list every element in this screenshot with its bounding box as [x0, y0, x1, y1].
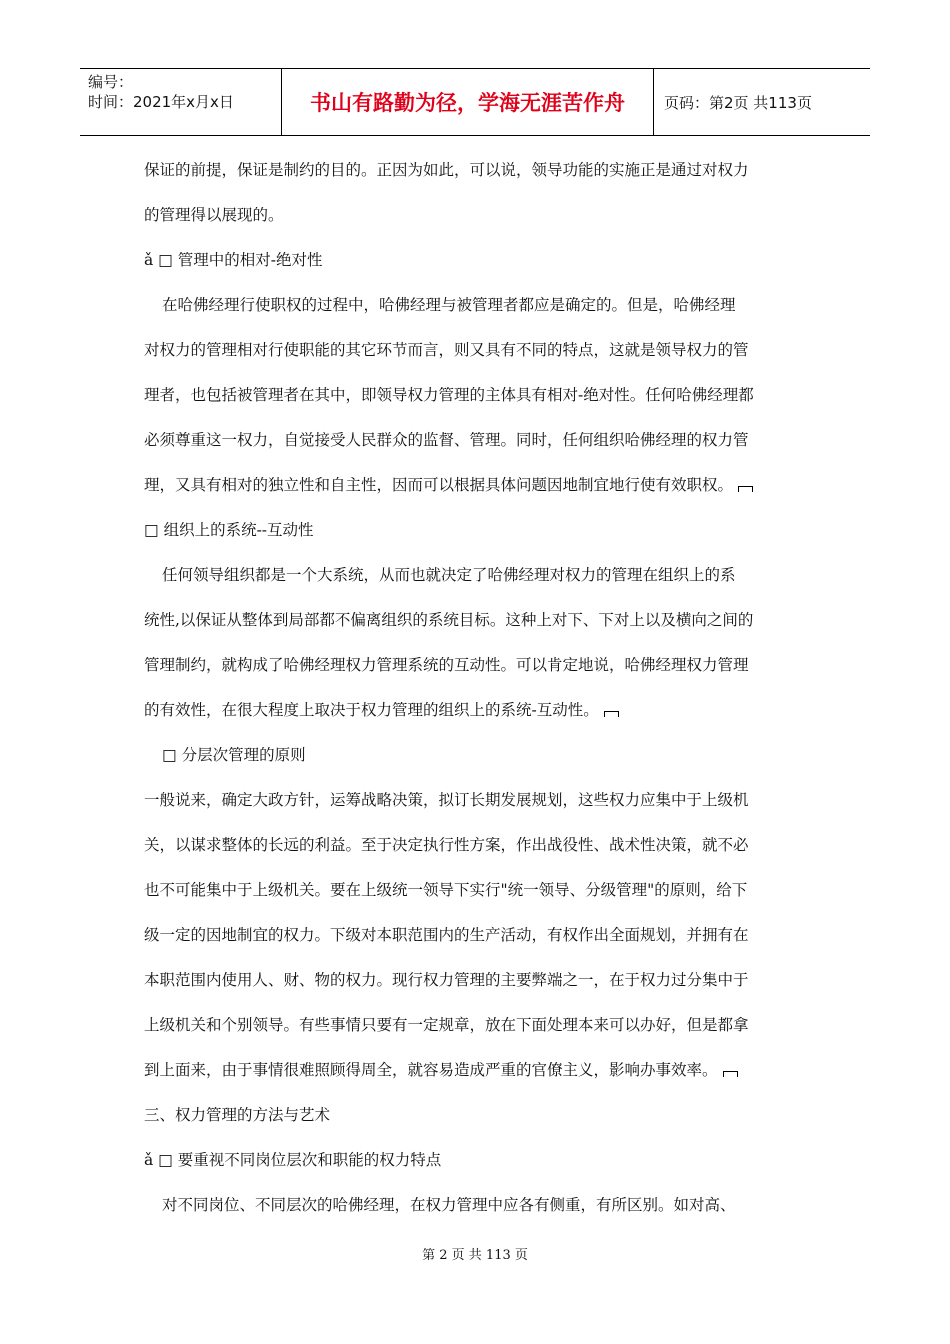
- paragraph-end-mark: [738, 486, 753, 492]
- text-line: 级一定的因地制宜的权力。下级对本职范围内的生产活动，有权作出全面规划，并拥有在: [144, 926, 749, 944]
- text-line: 在哈佛经理行使职权的过程中，哈佛经理与被管理者都应是确定的。但是，哈佛经理: [162, 296, 736, 314]
- text-line: 保证的前提，保证是制约的目的。正因为如此，可以说，领导功能的实施正是通过对权力: [144, 161, 749, 179]
- section-heading: □ 组织上的系统--互动性: [144, 521, 314, 539]
- text-line: 对不同岗位、不同层次的哈佛经理，在权力管理中应各有侧重，有所区别。如对高、: [162, 1196, 736, 1214]
- text-line: 管理制约，就构成了哈佛经理权力管理系统的互动性。可以肯定地说，哈佛经理权力管理: [144, 656, 749, 674]
- text-line: 本职范围内使用人、财、物的权力。现行权力管理的主要弊端之一，在于权力过分集中于: [144, 971, 749, 989]
- text-line-content: 理，又具有相对的独立性和自主性，因而可以根据具体问题因地制宜地行使有效职权。: [144, 476, 734, 494]
- text-line: [144, 695, 809, 740]
- document-body: [144, 155, 809, 1235]
- text-line-content: 到上面来，由于事情很难照顾得周全，就容易造成严重的官僚主义，影响办事效率。: [144, 1061, 718, 1079]
- section-heading: 三、权力管理的方法与艺术: [144, 1106, 331, 1124]
- header-left-cell: [80, 69, 282, 135]
- paragraph-end-mark: [604, 711, 619, 717]
- text-line: 关，以谋求整体的长远的利益。至于决定执行性方案，作出战役性、战术性决策，就不必: [144, 836, 749, 854]
- text-line: [144, 470, 809, 515]
- text-line: 一般说来，确定大政方针，运筹战略决策，拟订长期发展规划，这些权力应集中于上级机: [144, 791, 749, 809]
- section-heading: □ 分层次管理的原则: [162, 746, 306, 764]
- text-line: 任何领导组织都是一个大系统，从而也就决定了哈佛经理对权力的管理在组织上的系: [162, 566, 736, 584]
- text-line: 统性,以保证从整体到局部都不偏离组织的系统目标。这种上对下、下对上以及横向之间的: [144, 611, 754, 629]
- number-label: 编号：: [88, 73, 134, 91]
- text-line: 也不可能集中于上级机关。要在上级统一领导下实行"统一领导、分级管理"的原则，给下: [144, 881, 748, 899]
- paragraph-end-mark: [723, 1071, 738, 1077]
- page-footer: 第 2 页 共 113 页: [422, 1248, 528, 1263]
- time-label: 时间：2021年x月x日: [88, 93, 234, 111]
- header-page-info: 页码：第2页 共113页: [664, 93, 812, 112]
- text-line: [144, 1055, 809, 1100]
- text-line-content: 的有效性，在很大程度上取决于权力管理的组织上的系统-互动性。: [144, 701, 599, 719]
- text-line: 的管理得以展现的。: [144, 206, 284, 224]
- section-heading: ǎ □ 管理中的相对-绝对性: [144, 251, 323, 269]
- text-line: 必须尊重这一权力，自觉接受人民群众的监督、管理。同时，任何组织哈佛经理的权力管: [144, 431, 749, 449]
- section-heading: ǎ □ 要重视不同岗位层次和职能的权力特点: [144, 1151, 442, 1169]
- text-line: 上级机关和个别领导。有些事情只要有一定规章，放在下面处理本来可以办好，但是都拿: [144, 1016, 749, 1034]
- page-header: [80, 68, 870, 136]
- text-line: 理者，也包括被管理者在其中，即领导权力管理的主体具有相对-绝对性。任何哈佛经理都: [144, 386, 754, 404]
- text-line: 对权力的管理相对行使职能的其它环节而言，则又具有不同的特点，这就是领导权力的管: [144, 341, 749, 359]
- header-motto: 书山有路勤为径，学海无涯苦作舟: [282, 69, 654, 135]
